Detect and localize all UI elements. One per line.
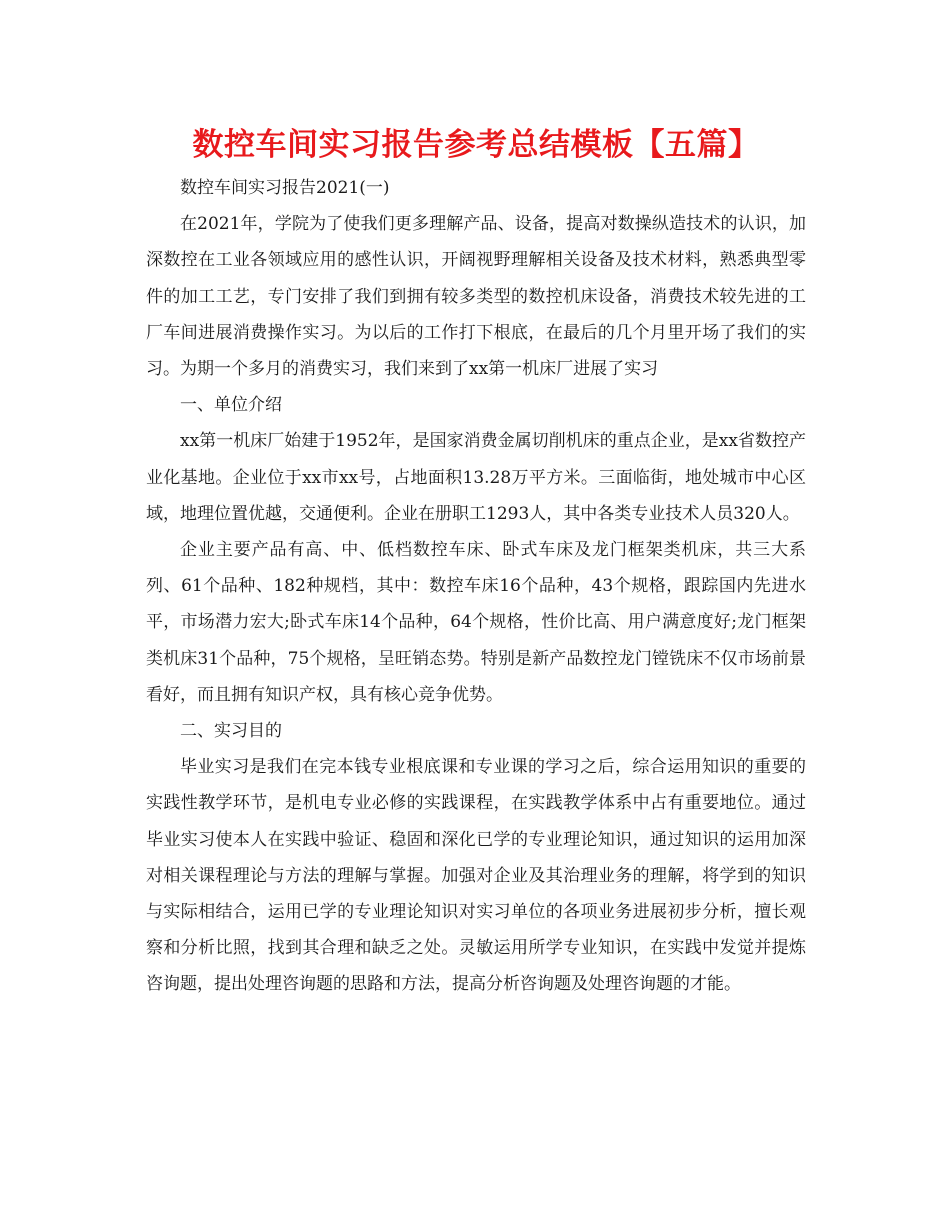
document-page	[146, 120, 806, 1003]
report-subtitle: 数控车间实习报告2021(一)	[180, 178, 390, 198]
paragraph-company-history: xx第一机床厂始建于1952年，是国家消费金属切削机床的重点企业，是xx省数控产业化基地。企业位于xx市xx号，占地面积13.28万平方米。三面临街，地处城市中心区域，地理位置优越，交通便利。企业在册职工1293人，其中各类专业技术人员320人。	[146, 431, 806, 524]
section-heading-company: 一、单位介绍	[180, 395, 282, 416]
paragraph-intro: 在2021年，学院为了使我们更多理解产品、设备，提高对数操纵造技术的认识，加深数控在工业各领域应用的感性认识，开阔视野理解相关设备及技术材料，熟悉典型零件的加工工艺，专门安排了我们到拥有较多类型的数控机床设备，消费技术较先进的工厂车间进展消费操作实习。为以后的工作打下根底，在最后的几个月里开场了我们的实习。为期一个多月的消费实习，我们来到了xx第一机床厂进展了实习	[146, 214, 806, 380]
section-heading-purpose: 二、实习目的	[180, 721, 282, 742]
document-title: 数控车间实习报告参考总结模板【五篇】	[192, 127, 760, 163]
paragraph-company-products: 企业主要产品有高、中、低档数控车床、卧式车床及龙门框架类机床，共三大系列、61个品种、182种规档，其中：数控车床16个品种，43个规格，跟踪国内先进水平，市场潜力宏大;卧式车床14个品种，64个规格，性价比高、用户满意度好;龙门框架类机床31个品种，75个规格，呈旺销态势。特别是新产品数控龙门镗铣床不仅市场前景看好，而且拥有知识产权，具有核心竞争优势。	[146, 540, 806, 705]
paragraph-purpose: 毕业实习是我们在完本钱专业根底课和专业课的学习之后，综合运用知识的重要的实践性教学环节，是机电专业必修的实践课程，在实践教学体系中占有重要地位。通过毕业实习使本人在实践中验证、稳固和深化已学的专业理论知识，通过知识的运用加深对相关课程理论与方法的理解与掌握。加强对企业及其治理业务的理解，将学到的知识与实际相结合，运用已学的专业理论知识对实习单位的各项业务进展初步分析，擅长观察和分析比照，找到其合理和缺乏之处。灵敏运用所学专业知识，在实践中发觉并提炼咨询题，提出处理咨询题的思路和方法，提高分析咨询题及处理咨询题的才能。	[146, 757, 806, 995]
